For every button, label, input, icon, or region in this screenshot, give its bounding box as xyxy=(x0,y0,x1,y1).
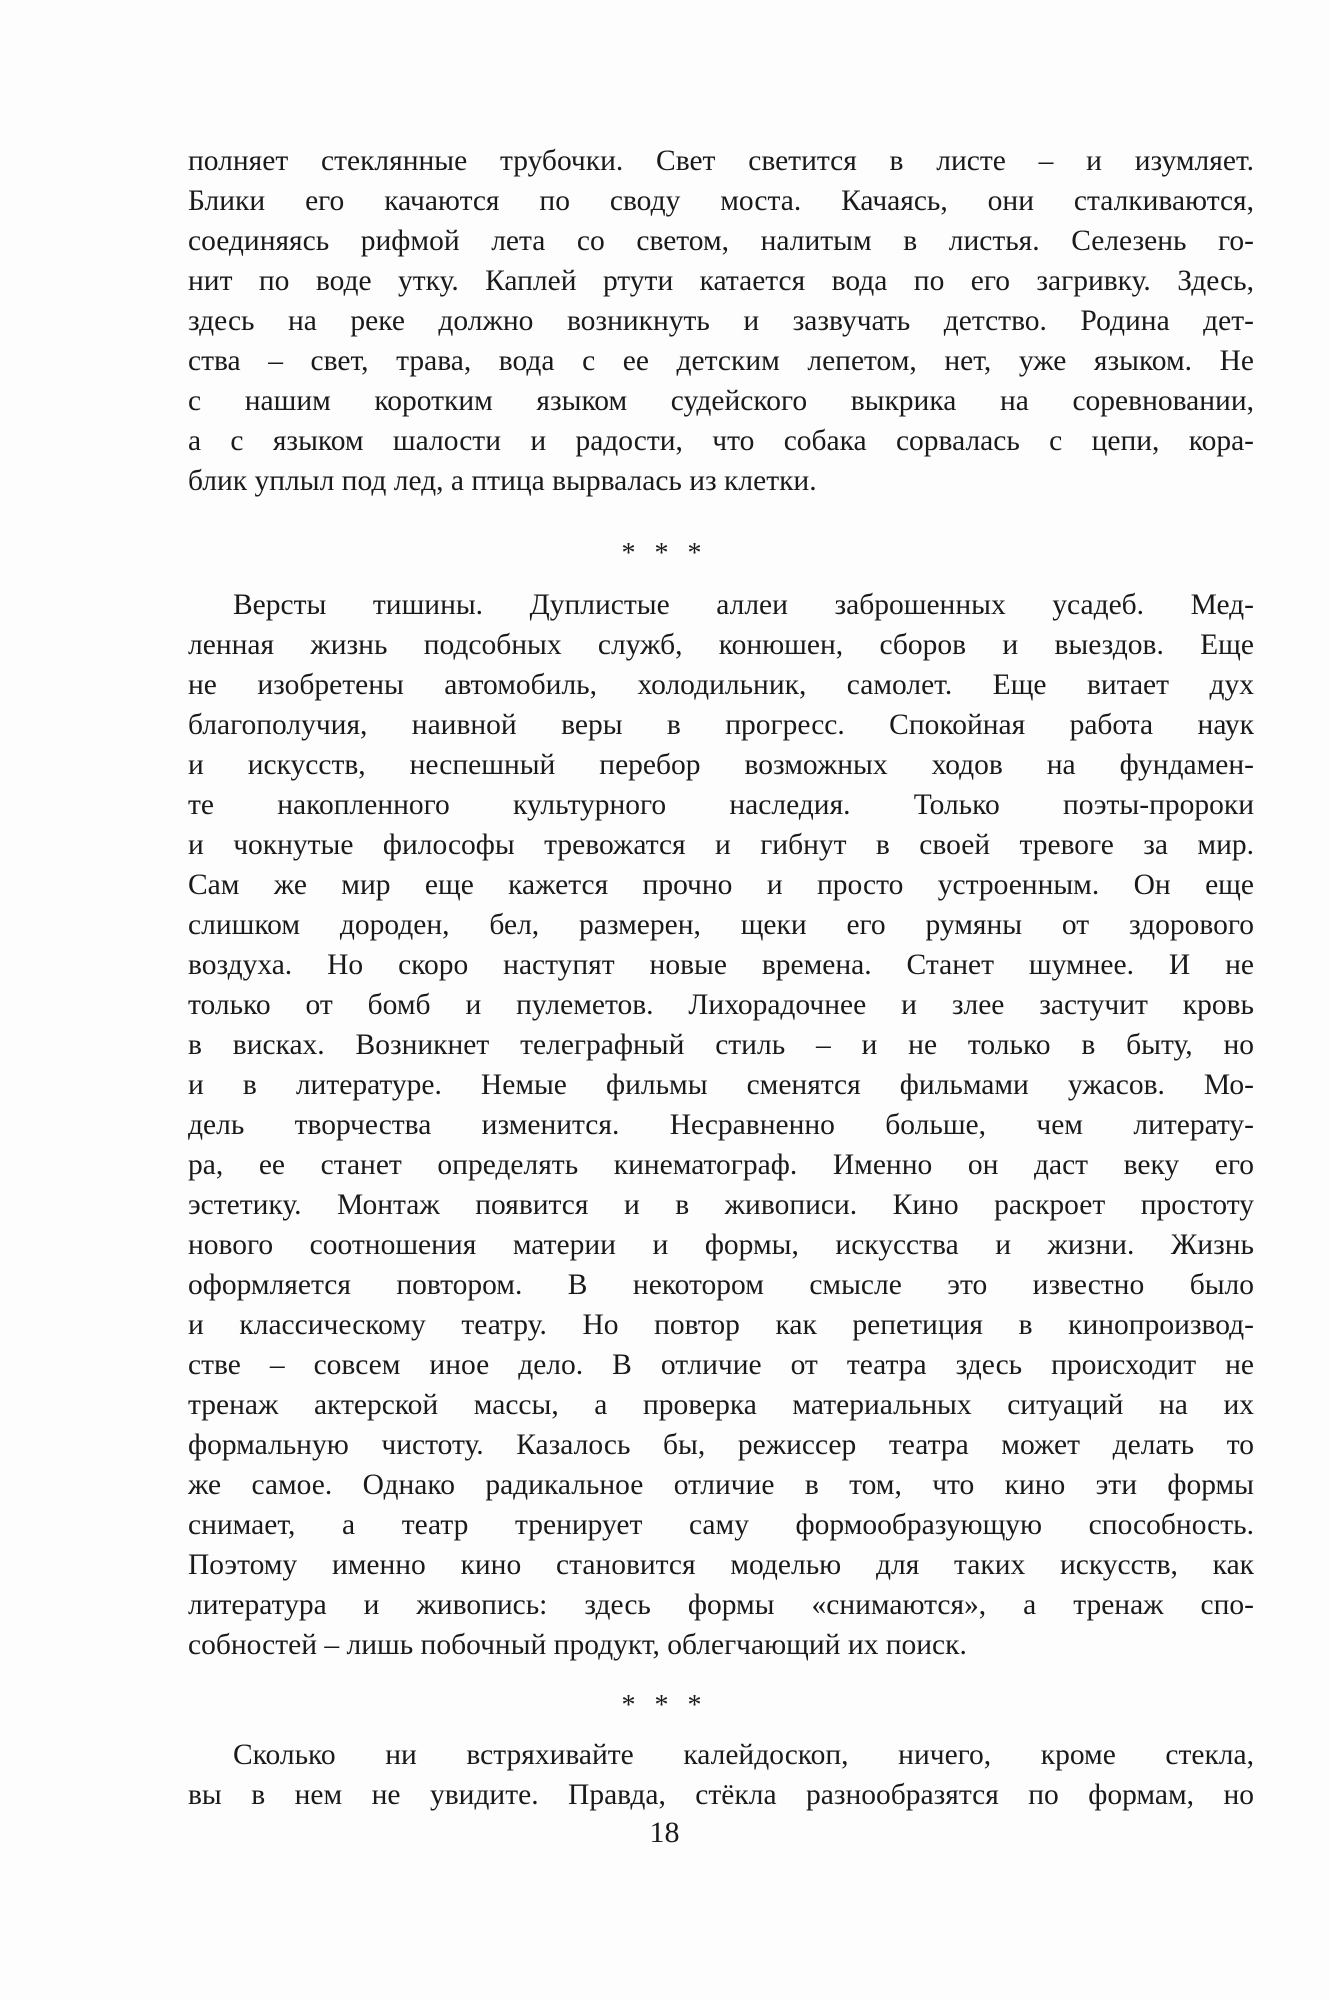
text-line: и в литературе. Немые фильмы сменятся фильмами ужасов. Мо- xyxy=(188,1069,1254,1101)
text-line: благополучия, наивной веры в прогресс. Спокойная работа наук xyxy=(188,709,1254,741)
text-line: формальную чистоту. Казалось бы, режиссер театра может делать то xyxy=(188,1429,1254,1461)
page-number: 18 xyxy=(649,1816,680,1849)
text-line: нит по воде утку. Каплей ртути катается вода по его загривку. Здесь, xyxy=(188,265,1254,297)
text-line: же самое. Однако радикальное отличие в том, что кино эти формы xyxy=(188,1469,1254,1501)
text-line: Блики его качаются по своду моста. Качаясь, они сталкиваются, xyxy=(188,185,1254,217)
text-line: собностей – лишь побочный продукт, облегчающий их поиск. xyxy=(188,1629,967,1661)
text-line: и искусств, неспешный перебор возможных ходов на фундамен- xyxy=(188,749,1254,781)
text-line: и классическому театру. Но повтор как репетиция в кинопроизвод- xyxy=(188,1309,1254,1341)
text-line: и чокнутые философы тревожатся и гибнут в своей тревоге за мир. xyxy=(188,829,1254,861)
text-line: те накопленного культурного наследия. Только поэты-пророки xyxy=(188,789,1254,821)
text-line: стве – совсем иное дело. В отличие от театра здесь происходит не xyxy=(188,1349,1254,1381)
text-line: в висках. Возникнет телеграфный стиль – и не только в быту, но xyxy=(188,1029,1254,1061)
text-line: ра, ее станет определять кинематограф. Именно он даст веку его xyxy=(188,1149,1254,1181)
text-line: Версты тишины. Дуплистые аллеи заброшенных усадеб. Мед- xyxy=(233,589,1254,621)
text-line: воздуха. Но скоро наступят новые времена. Станет шумнее. И не xyxy=(188,949,1254,981)
text-line: соединяясь рифмой лета со светом, налитым в листья. Селезень го- xyxy=(188,225,1254,257)
paragraph-1 xyxy=(188,141,1254,501)
paragraph-2 xyxy=(188,585,1254,1665)
text-line: только от бомб и пулеметов. Лихорадочнее и злее застучит кровь xyxy=(188,989,1254,1021)
text-line: эстетику. Монтаж появится и в живописи. Кино раскроет простоту xyxy=(188,1189,1254,1221)
text-line: с нашим коротким языком судейского выкрика на соревновании, xyxy=(188,385,1254,417)
text-line: ства – свет, трава, вода с ее детским лепетом, нет, уже языком. Не xyxy=(188,345,1254,377)
text-line: блик уплыл под лед, а птица вырвалась из клетки. xyxy=(188,465,817,497)
text-line: нового соотношения материи и формы, искусства и жизни. Жизнь xyxy=(188,1229,1254,1261)
text-line: тренаж актерской массы, а проверка материальных ситуаций на их xyxy=(188,1389,1254,1421)
text-line: а с языком шалости и радости, что собака сорвалась с цепи, кора- xyxy=(188,425,1254,457)
text-line: Сам же мир еще кажется прочно и просто устроенным. Он еще xyxy=(188,869,1254,901)
text-line: Поэтому именно кино становится моделью для таких искусств, как xyxy=(188,1549,1254,1581)
paragraph-3 xyxy=(188,1735,1254,1815)
section-separator: * * * xyxy=(621,1690,708,1721)
text-line: полняет стеклянные трубочки. Свет светится в листе – и изумляет. xyxy=(188,145,1254,177)
text-line: дель творчества изменится. Несравненно больше, чем литерату- xyxy=(188,1109,1254,1141)
section-separator: * * * xyxy=(621,538,708,569)
text-line: оформляется повтором. В некотором смысле это известно было xyxy=(188,1269,1254,1301)
text-line: слишком дороден, бел, размерен, щеки его румяны от здорового xyxy=(188,909,1254,941)
text-line: ленная жизнь подсобных служб, конюшен, сборов и выездов. Еще xyxy=(188,629,1254,661)
text-line: здесь на реке должно возникнуть и зазвучать детство. Родина дет- xyxy=(188,305,1254,337)
text-line: вы в нем не увидите. Правда, стёкла разнообразятся по формам, но xyxy=(188,1779,1254,1811)
text-line: снимает, а театр тренирует саму формообразующую способность. xyxy=(188,1509,1254,1541)
text-line: Сколько ни встряхивайте калейдоскоп, ничего, кроме стекла, xyxy=(233,1739,1254,1771)
text-line: не изобретены автомобиль, холодильник, самолет. Еще витает дух xyxy=(188,669,1254,701)
text-line: литература и живопись: здесь формы «снимаются», а тренаж спо- xyxy=(188,1589,1254,1621)
